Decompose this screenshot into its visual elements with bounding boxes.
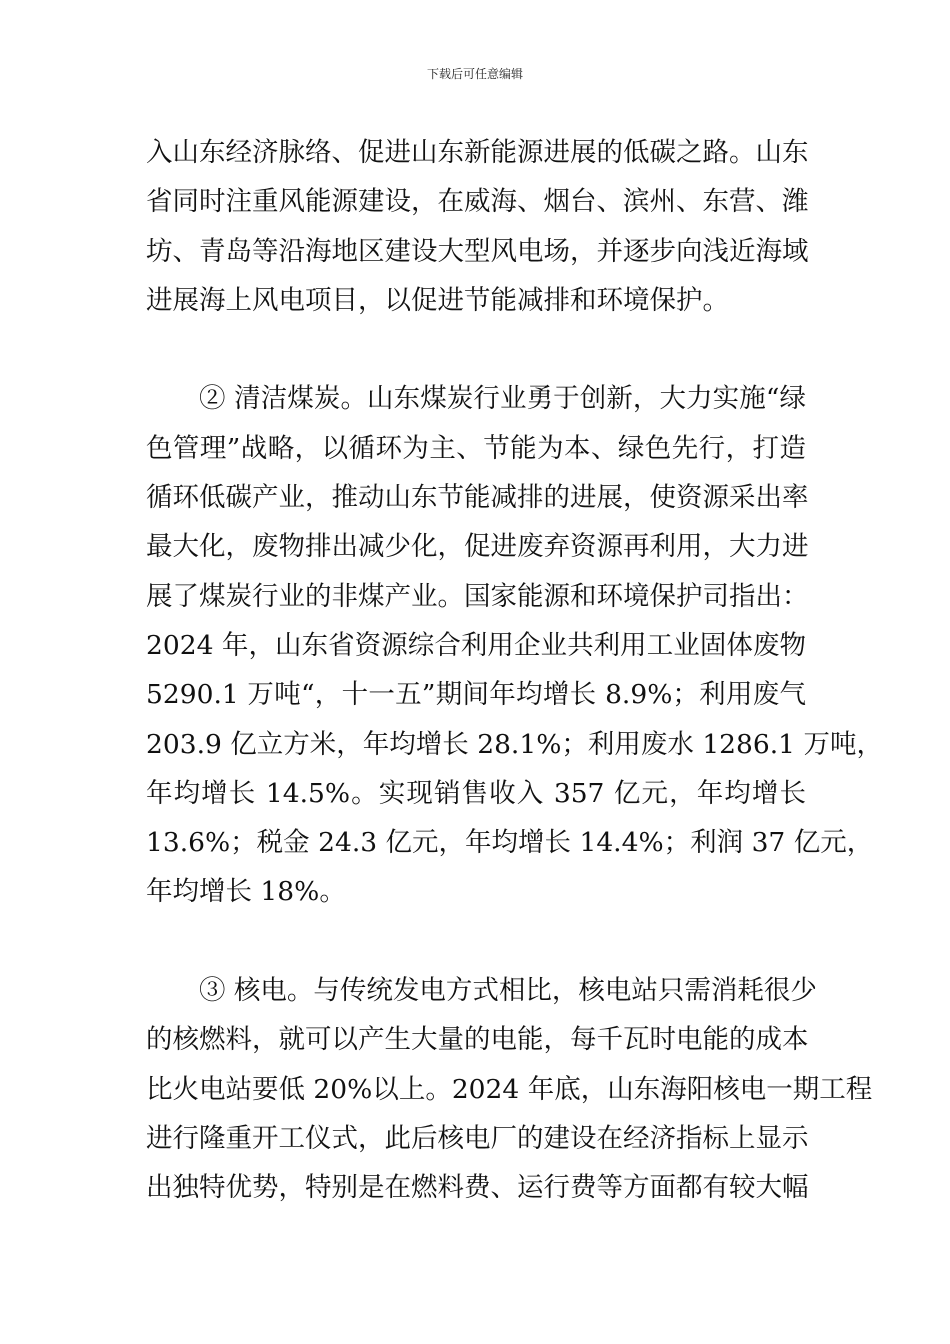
text-line: 最大化，废物排出减少化，促进废弃资源再利用，大力进 <box>146 531 809 563</box>
text-line: 年均增长 18%。 <box>146 876 346 908</box>
text-line: 比火电站要低 20%以上。2024 年底，山东海阳核电一期工程 <box>146 1073 873 1105</box>
text-line: 年均增长 14.5%。实现销售收入 357 亿元，年均增长 <box>146 777 806 809</box>
paragraph-nuclear <box>146 966 873 1212</box>
paragraph-low-carbon-wind <box>146 128 809 325</box>
text-line: 坊、青岛等沿海地区建设大型风电场，并逐步向浅近海域 <box>146 235 809 267</box>
page-header: 下载后可任意编辑 <box>426 67 523 81</box>
text-line: ③ 核电。与传统发电方式相比，核电站只需消耗很少 <box>199 975 817 1007</box>
paragraph-gap <box>146 325 806 374</box>
text-line: 循环低碳产业，推动山东节能减排的进展，使资源采出率 <box>146 482 809 514</box>
text-line: ② 清洁煤炭。山东煤炭行业勇于创新，大力实施“绿 <box>199 383 806 415</box>
text-line: 2024 年，山东省资源综合利用企业共利用工业固体废物 <box>146 629 806 661</box>
document-body <box>146 128 883 1213</box>
text-line: 出独特优势，特别是在燃料费、运行费等方面都有较大幅 <box>146 1172 809 1204</box>
text-line: 展了煤炭行业的非煤产业。国家能源和环境保护司指出： <box>146 580 809 612</box>
text-line: 进展海上风电项目，以促进节能减排和环境保护。 <box>146 284 729 316</box>
text-line: 入山东经济脉络、促进山东新能源进展的低碳之路。山东 <box>146 137 809 168</box>
text-line: 省同时注重风能源建设，在威海、烟台、滨州、东营、潍 <box>146 186 809 218</box>
paragraph-clean-coal <box>146 374 883 916</box>
text-line: 13.6%；税金 24.3 亿元，年均增长 14.4%；利润 37 亿元， <box>146 827 874 859</box>
text-line: 的核燃料，就可以产生大量的电能，每千瓦时电能的成本 <box>146 1024 809 1056</box>
text-line: 色管理”战略，以循环为主、节能为本、绿色先行，打造 <box>146 432 806 464</box>
text-line: 5290.1 万吨“，十一五”期间年均增长 8.9%；利用废气 <box>146 679 806 711</box>
text-line: 进行隆重开工仪式，此后核电厂的建设在经济指标上显示 <box>146 1122 809 1154</box>
text-line: 203.9 亿立方米，年均增长 28.1%；利用废水 1286.1 万吨， <box>146 728 883 760</box>
paragraph-gap <box>146 917 806 966</box>
